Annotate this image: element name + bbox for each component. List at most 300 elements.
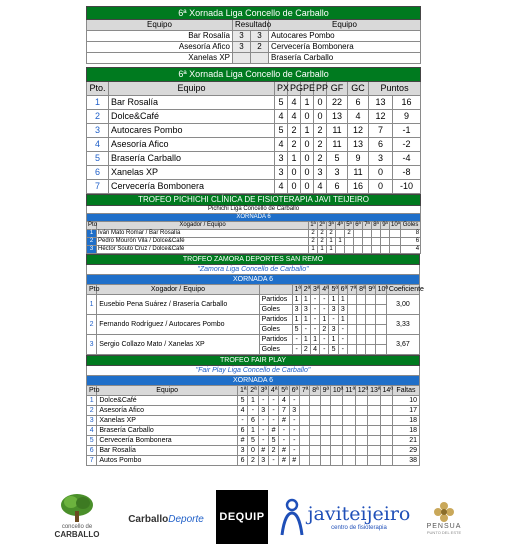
zamora-round-goles [366, 325, 375, 335]
fairplay-round-fouls [343, 456, 355, 466]
pichichi-position: 2 [87, 238, 97, 246]
pichichi-header-cell: Xogador / Equipo [97, 222, 309, 230]
standings-row [87, 138, 421, 152]
javi-name: javiteijeiro [307, 503, 411, 525]
standings-pe: 0 [301, 180, 314, 194]
standings-header-cell: PP [314, 82, 327, 96]
fairplay-round-fouls [330, 426, 342, 436]
fairplay-round-fouls [380, 436, 392, 446]
pichichi-total: 8 [401, 230, 421, 238]
standings-px: 3 [275, 152, 288, 166]
fairplay-round-fouls [380, 426, 392, 436]
fairplay-round-fouls [355, 406, 367, 416]
standings-pts: -4 [393, 152, 421, 166]
fairplay-position: 1 [87, 396, 97, 406]
fairplay-round-fouls [380, 406, 392, 416]
standings-pg: 0 [288, 180, 301, 194]
fairplay-round-fouls: - [258, 416, 268, 426]
pichichi-round-goals: 1 [309, 246, 318, 254]
fairplay-round-fouls: # [289, 456, 299, 466]
fairplay-round-fouls [330, 436, 342, 446]
zamora-round-partidos [366, 295, 375, 305]
fairplay-total: 21 [392, 436, 419, 446]
result-away-goals [251, 53, 269, 64]
fairplay-subtitle: "Fair Play Liga Concello de Carballo" [87, 366, 420, 376]
zamora-round-partidos [347, 315, 356, 325]
standings-row [87, 124, 421, 138]
zamora-round-goles: - [310, 305, 319, 315]
standings-position: 2 [87, 110, 109, 124]
fairplay-round-fouls: 6 [237, 426, 247, 436]
fairplay-row [87, 426, 420, 436]
fairplay-round-fouls [368, 436, 380, 446]
fairplay-team: Autos Pombo [97, 456, 238, 466]
fairplay-round-fouls: - [289, 436, 299, 446]
pichichi-row [87, 238, 421, 246]
standings-row [87, 96, 421, 110]
fairplay-round-fouls: - [258, 426, 268, 436]
concello-line2: CARBALLO [54, 530, 100, 539]
zamora-round-goles [366, 305, 375, 315]
result-away-team: Brasería Carballo [269, 53, 421, 64]
zamora-position: 2 [87, 315, 97, 335]
zamora-round-partidos: - [292, 335, 301, 345]
zamora-round-partidos: - [320, 335, 329, 345]
fairplay-round-fouls [355, 456, 367, 466]
zamora-round-goles [347, 345, 356, 355]
fairplay-round-fouls [343, 396, 355, 406]
zamora-round-partidos: 1 [292, 295, 301, 305]
standings-pts: -2 [393, 138, 421, 152]
fairplay-round-fouls: - [268, 396, 278, 406]
zamora-row [87, 295, 420, 305]
zamora-round-partidos [366, 315, 375, 325]
fairplay-round-fouls [368, 426, 380, 436]
standings-team: Xanelas XP [109, 166, 275, 180]
deporte-a: Carballo [128, 513, 169, 525]
fairplay-header-cell: 4ª [268, 386, 278, 396]
zamora-round-goles [357, 345, 366, 355]
standings-pg: 4 [288, 96, 301, 110]
fairplay-round-fouls [310, 416, 320, 426]
zamora-round-partidos: 1 [329, 335, 338, 345]
zamora-round-partidos: - [310, 315, 319, 325]
pichichi-position: 3 [87, 246, 97, 254]
fairplay-round-fouls [355, 446, 367, 456]
pichichi-header-cell: 7ª [364, 222, 370, 228]
pichichi-round-goals [390, 246, 401, 254]
fairplay-round-fouls: # [237, 436, 247, 446]
pichichi-table [86, 194, 421, 254]
pichichi-subtitle: Pichichi Liga Concello de Carballo [87, 206, 421, 214]
standings-gc: 9 [348, 152, 369, 166]
pichichi-round-goals: 1 [336, 238, 345, 246]
result-away-goals: 2 [251, 42, 269, 53]
pichichi-round-goals [354, 246, 363, 254]
fairplay-round-fouls: 6 [237, 456, 247, 466]
pichichi-round-goals: 1 [318, 246, 327, 254]
zamora-round-partidos [347, 335, 356, 345]
standings-row [87, 110, 421, 124]
fairplay-row [87, 446, 420, 456]
fairplay-team: Cervecería Bombonera [97, 436, 238, 446]
standings-team: Brasería Carballo [109, 152, 275, 166]
standings-header-cell: GF [327, 82, 348, 96]
standings-row [87, 166, 421, 180]
fairplay-title: TROFEO FAIR PLAY [87, 356, 420, 366]
fairplay-header-cell: 13ª [368, 386, 380, 396]
standings-team: Asesoría Afico [109, 138, 275, 152]
fairplay-round-fouls: - [268, 416, 278, 426]
standings-position: 3 [87, 124, 109, 138]
pichichi-row [87, 246, 421, 254]
standings-position: 1 [87, 96, 109, 110]
result-row [87, 42, 421, 53]
zamora-header-cell: 10ª [375, 285, 386, 295]
standings-pts: 16 [393, 96, 421, 110]
standings-pp: 2 [314, 124, 327, 138]
fairplay-team: Bar Rosalía [97, 446, 238, 456]
standings-table [86, 67, 421, 194]
zamora-player: Sergio Collazo Mato / Xanelas XP [97, 335, 259, 355]
fairplay-round-fouls: 3 [237, 446, 247, 456]
zamora-round-goles: 5 [329, 345, 338, 355]
standings-header-cell: GC [348, 82, 369, 96]
zamora-round-goles [366, 345, 375, 355]
standings-pe: 1 [301, 96, 314, 110]
fairplay-round-fouls [380, 416, 392, 426]
pichichi-header-cell: 4ª [337, 222, 343, 228]
standings-team: Bar Rosalía [109, 96, 275, 110]
result-home-goals: 3 [233, 42, 251, 53]
fairplay-round-fouls [368, 446, 380, 456]
pichichi-round-goals [345, 238, 354, 246]
fairplay-total: 18 [392, 426, 419, 436]
fairplay-header-cell: 9ª [320, 386, 330, 396]
fairplay-round-fouls [380, 446, 392, 456]
standings-pe: 0 [301, 166, 314, 180]
pensua-logo [418, 494, 470, 542]
standings-pe: 0 [301, 152, 314, 166]
zamora-partidos-label: Partidos [259, 335, 292, 345]
fairplay-round-fouls: 3 [258, 456, 268, 466]
fairplay-total: 38 [392, 456, 419, 466]
results-header-home: Equipo [87, 20, 233, 31]
fairplay-team: Xanelas XP [97, 416, 238, 426]
fairplay-team: Brasería Carballo [97, 426, 238, 436]
zamora-round-partidos [357, 295, 366, 305]
zamora-round-partidos: - [310, 295, 319, 305]
fairplay-header-cell: 2ª [248, 386, 258, 396]
zamora-header-cell: 8ª [357, 285, 366, 295]
zamora-round-goles [357, 305, 366, 315]
zamora-header-cell: 9ª [366, 285, 375, 295]
fairplay-round-fouls: - [268, 456, 278, 466]
zamora-round-goles: 5 [292, 325, 301, 335]
standings-dif: 7 [369, 124, 393, 138]
zamora-round-goles: 3 [338, 305, 347, 315]
zamora-header-cell: 4ª [320, 285, 329, 295]
zamora-round-goles: - [310, 325, 319, 335]
fairplay-round-fouls: 1 [248, 396, 258, 406]
zamora-header-cell: 1ª [292, 285, 301, 295]
pichichi-header-cell: 1ª [310, 222, 316, 228]
standings-pp: 0 [314, 110, 327, 124]
zamora-round-goles: 3 [329, 305, 338, 315]
zamora-goles-label: Goles [259, 325, 292, 335]
standings-gc: 12 [348, 124, 369, 138]
fairplay-round-fouls: - [268, 406, 278, 416]
pichichi-round-goals [381, 230, 390, 238]
standings-pe: 1 [301, 124, 314, 138]
pichichi-round-goals [372, 230, 381, 238]
fairplay-round-fouls: - [289, 396, 299, 406]
results-header-away: Equipo [269, 20, 421, 31]
zamora-round-goles [357, 325, 366, 335]
fairplay-total: 29 [392, 446, 419, 456]
fairplay-round-fouls: 7 [279, 406, 289, 416]
fairplay-header-cell: Pto [87, 386, 97, 396]
fairplay-round-fouls [310, 436, 320, 446]
fairplay-round-fouls: 5 [248, 436, 258, 446]
fairplay-table [86, 355, 420, 466]
results-title: 6ª Xornada Liga Concello de Carballo [87, 7, 421, 20]
standings-dif: 0 [369, 180, 393, 194]
javi-teijeiro-logo [274, 492, 414, 542]
zamora-round-goles: - [320, 345, 329, 355]
standings-pp: 4 [314, 180, 327, 194]
zamora-round-goles: 2 [301, 345, 310, 355]
pichichi-round-goals [336, 246, 345, 254]
fairplay-round-fouls [343, 406, 355, 416]
fairplay-round-fouls: - [258, 436, 268, 446]
pichichi-round-goals: 1 [327, 238, 336, 246]
zamora-round-partidos: 1 [301, 295, 310, 305]
standings-gc: 13 [348, 138, 369, 152]
pichichi-round-goals [363, 246, 372, 254]
fairplay-round-fouls [299, 446, 309, 456]
standings-pts: -8 [393, 166, 421, 180]
pichichi-player: Pedro Mourón Vila / Dolce&Café [97, 238, 309, 246]
standings-header-cell: PX [275, 82, 288, 96]
fairplay-round-fouls: # [258, 446, 268, 456]
pichichi-round-goals: 2 [318, 238, 327, 246]
zamora-round-partidos: - [320, 295, 329, 305]
zamora-round-partidos: 1 [338, 295, 347, 305]
fairplay-position: 3 [87, 416, 97, 426]
zamora-round-partidos [375, 315, 386, 325]
zamora-round-goles: 3 [292, 305, 301, 315]
pichichi-header-cell: 9ª [382, 222, 388, 228]
pensua-sub: PUNTO DEL ESTE [426, 530, 462, 535]
fairplay-round-fouls [368, 456, 380, 466]
result-home-goals [233, 53, 251, 64]
fairplay-header-cell: 14ª [380, 386, 392, 396]
standings-header-cell: Pto. [87, 82, 109, 96]
result-home-team: Asesoría Afico [87, 42, 233, 53]
zamora-round-goles [347, 305, 356, 315]
fairplay-round-fouls: - [258, 396, 268, 406]
result-away-team: Autocares Pombo [269, 31, 421, 42]
result-row [87, 31, 421, 42]
fairplay-header-cell: 10ª [330, 386, 342, 396]
zamora-header-cell: Xogador / Equipo [97, 285, 259, 295]
standings-pts: -10 [393, 180, 421, 194]
zamora-round-goles: - [338, 325, 347, 335]
fairplay-team: Asesoría Afico [97, 406, 238, 416]
pichichi-round-goals: 2 [318, 230, 327, 238]
pichichi-round-goals [354, 238, 363, 246]
zamora-round-partidos [366, 335, 375, 345]
zamora-round-goles: - [292, 345, 301, 355]
fairplay-round-fouls [320, 436, 330, 446]
fairplay-round-fouls: - [289, 426, 299, 436]
zamora-round-partidos: 1 [338, 315, 347, 325]
zamora-position: 1 [87, 295, 97, 315]
zamora-row [87, 315, 420, 325]
standings-team: Dolce&Café [109, 110, 275, 124]
zamora-table [86, 254, 424, 355]
standings-dif: 0 [369, 166, 393, 180]
standings-gf: 11 [327, 124, 348, 138]
standings-header-cell: PG [288, 82, 301, 96]
fairplay-round-fouls: - [248, 406, 258, 416]
standings-gf: 11 [327, 138, 348, 152]
standings-gf: 22 [327, 96, 348, 110]
standings-gf: 13 [327, 110, 348, 124]
fairplay-round-fouls [355, 416, 367, 426]
fairplay-round-fouls [320, 416, 330, 426]
zamora-player: Fernando Rodríguez / Autocares Pombo [97, 315, 259, 335]
standings-gf: 3 [327, 166, 348, 180]
standings-pp: 2 [314, 152, 327, 166]
standings-title: 6ª Xornada Liga Concello de Carballo [87, 68, 421, 82]
pichichi-round-goals [336, 230, 345, 238]
pichichi-round-goals [345, 246, 354, 254]
fairplay-round-fouls [320, 456, 330, 466]
standings-position: 5 [87, 152, 109, 166]
fairplay-round-fouls [368, 396, 380, 406]
fairplay-position: 5 [87, 436, 97, 446]
fairplay-row [87, 406, 420, 416]
pichichi-row [87, 230, 421, 238]
zamora-round-partidos [357, 335, 366, 345]
standings-row [87, 180, 421, 194]
fairplay-header-cell: 1ª [237, 386, 247, 396]
standings-px: 4 [275, 138, 288, 152]
fairplay-round-fouls: # [279, 456, 289, 466]
standings-px: 5 [275, 124, 288, 138]
fairplay-header-cell: 12ª [355, 386, 367, 396]
fairplay-round-fouls [380, 456, 392, 466]
fairplay-round-fouls: 5 [237, 396, 247, 406]
fairplay-position: 4 [87, 426, 97, 436]
pichichi-round-goals: 2 [327, 230, 336, 238]
standings-pp: 2 [314, 138, 327, 152]
fairplay-round-fouls [299, 456, 309, 466]
zamora-round-partidos [347, 295, 356, 305]
zamora-round-goles [375, 325, 386, 335]
zamora-xornada: XORNADA 6 [87, 275, 420, 285]
zamora-goles-label: Goles [259, 345, 292, 355]
pichichi-header-cell: 2ª [319, 222, 325, 228]
fairplay-round-fouls: - [289, 446, 299, 456]
zamora-header-cell: 2ª [301, 285, 310, 295]
fairplay-header-cell: 5ª [279, 386, 289, 396]
standings-pe: 0 [301, 110, 314, 124]
fairplay-round-fouls [355, 396, 367, 406]
pichichi-header-cell: 3ª [328, 222, 334, 228]
standings-header-cell: Equipo [109, 82, 275, 96]
zamora-partidos-label: Partidos [259, 315, 292, 325]
fairplay-round-fouls [299, 416, 309, 426]
pensua-name: PENSUA [426, 523, 462, 530]
fairplay-row [87, 436, 420, 446]
concello-line1: concello de [61, 524, 93, 530]
concello-carballo-logo [42, 490, 112, 542]
zamora-header-cell: 5ª [329, 285, 338, 295]
pichichi-total: 6 [401, 238, 421, 246]
fairplay-round-fouls [320, 426, 330, 436]
fairplay-round-fouls [368, 416, 380, 426]
zamora-subtitle: "Zamora Liga Concello de Carballo" [87, 265, 420, 275]
zamora-position: 3 [87, 335, 97, 355]
carballo-deporte-logo [126, 504, 206, 534]
zamora-round-partidos [375, 295, 386, 305]
pichichi-header-cell: 5ª [346, 222, 352, 228]
fairplay-round-fouls: 5 [268, 436, 278, 446]
standings-pg: 0 [288, 166, 301, 180]
standings-row [87, 152, 421, 166]
fairplay-round-fouls [310, 396, 320, 406]
zamora-round-goles [347, 325, 356, 335]
physio-figure-icon [278, 497, 306, 537]
fairplay-position: 2 [87, 406, 97, 416]
fairplay-round-fouls: 4 [279, 396, 289, 406]
zamora-goles-label: Goles [259, 305, 292, 315]
standings-gf: 6 [327, 180, 348, 194]
standings-px: 5 [275, 96, 288, 110]
standings-position: 6 [87, 166, 109, 180]
result-away-team: Cervecería Bombonera [269, 42, 421, 53]
fairplay-round-fouls [355, 436, 367, 446]
pichichi-round-goals [363, 238, 372, 246]
fairplay-round-fouls: 1 [248, 426, 258, 436]
fairplay-round-fouls [330, 446, 342, 456]
standings-team: Cervecería Bombonera [109, 180, 275, 194]
fairplay-round-fouls: - [279, 436, 289, 446]
standings-pp: 0 [314, 96, 327, 110]
fairplay-header-cell: 8ª [310, 386, 320, 396]
zamora-header-cell: 7ª [347, 285, 356, 295]
zamora-header-cell [259, 285, 292, 295]
pichichi-round-goals [381, 246, 390, 254]
fairplay-round-fouls [380, 396, 392, 406]
results-table [86, 6, 421, 64]
pichichi-header-cell: 10ª [391, 222, 400, 228]
standings-dif: 12 [369, 110, 393, 124]
zamora-coefficient: 3,00 [386, 295, 419, 315]
fairplay-round-fouls [310, 406, 320, 416]
pichichi-player: Iván Mato Romar / Bar Rosalía [97, 230, 309, 238]
zamora-round-partidos: 1 [310, 335, 319, 345]
standings-team: Autocares Pombo [109, 124, 275, 138]
pichichi-round-goals [372, 238, 381, 246]
result-home-team: Xanelas XP [87, 53, 233, 64]
zamora-header-cell: Coeficiente [386, 285, 419, 295]
fairplay-round-fouls: - [279, 426, 289, 436]
fairplay-round-fouls: 2 [268, 446, 278, 456]
